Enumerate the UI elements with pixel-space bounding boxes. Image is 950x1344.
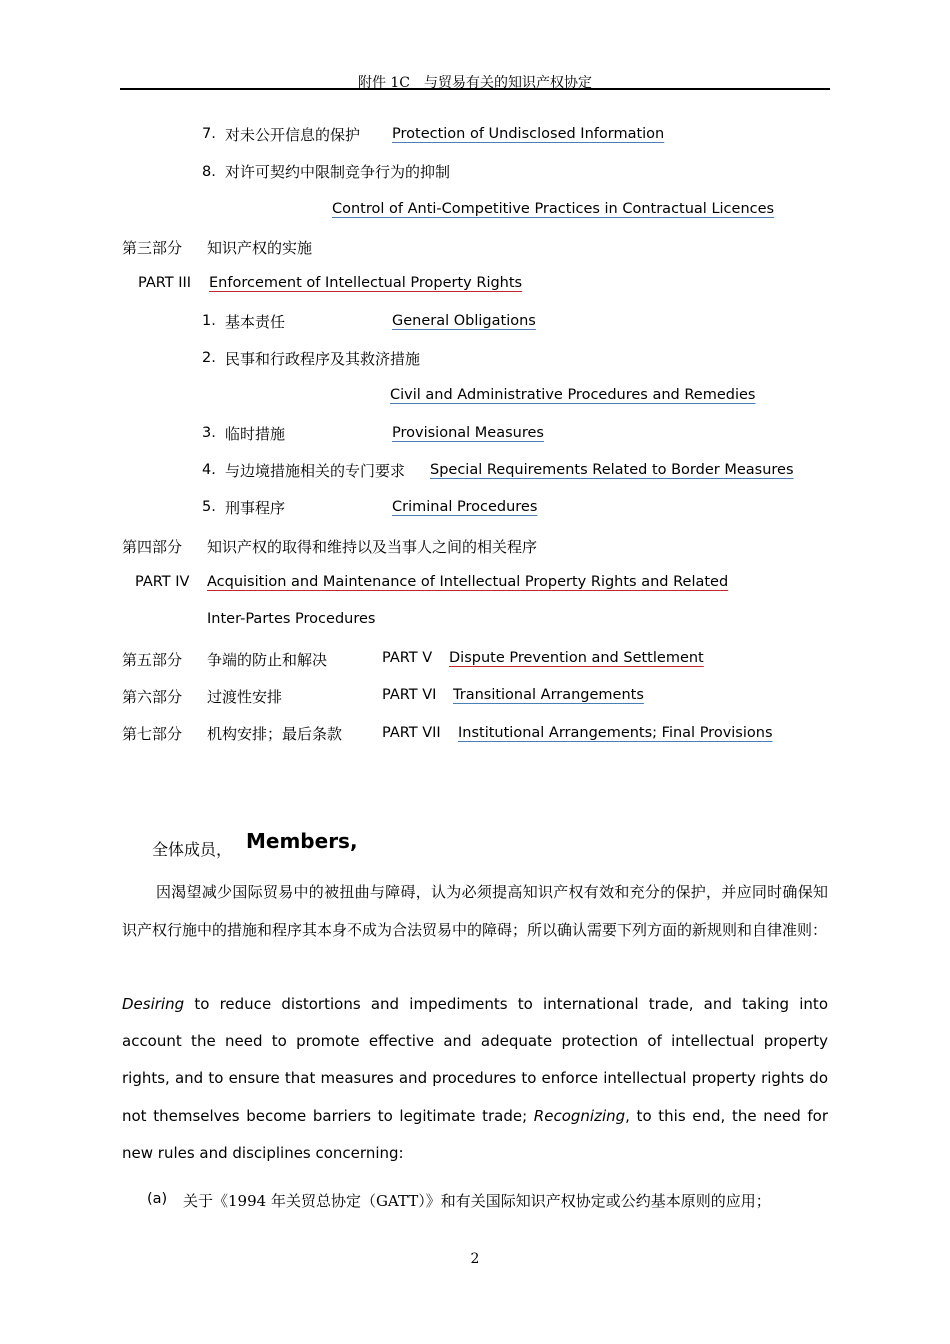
toc-item8-en[interactable]: Control of Anti-Competitive Practices in Contractual Licences: [332, 201, 775, 217]
part3-en-number: PART III: [138, 275, 192, 291]
part3-item5-number: 5.: [202, 499, 216, 515]
part3-zh-number: 第三部分: [122, 239, 183, 257]
part5-zh-title: 争端的防止和解决: [207, 651, 328, 669]
part3-item3-number: 3.: [202, 425, 216, 441]
preamble-en: [122, 986, 828, 1172]
part4-en-number: PART IV: [135, 574, 190, 590]
part4-en-title-continued: Inter-Partes Procedures: [207, 611, 376, 627]
toc-item7-zh: 对未公开信息的保护: [225, 126, 361, 144]
part7-en-title[interactable]: Institutional Arrangements; Final Provisions: [458, 725, 773, 741]
part3-item4-en[interactable]: Special Requirements Related to Border Measures: [430, 462, 794, 478]
part5-en-title[interactable]: Dispute Prevention and Settlement: [449, 650, 704, 666]
page-header-title: 附件 1C 与贸易有关的知识产权协定: [357, 75, 593, 91]
part3-item4-zh: 与边境措施相关的专门要求: [225, 462, 406, 480]
part6-zh-title: 过渡性安排: [207, 688, 283, 706]
part4-zh-title: 知识产权的取得和维持以及当事人之间的相关程序: [207, 538, 538, 556]
part3-item2-en[interactable]: Civil and Administrative Procedures and Remedies: [390, 387, 756, 403]
toc-item7-number: 7.: [202, 126, 216, 142]
part3-item5-en[interactable]: Criminal Procedures: [392, 499, 538, 515]
members-en: Members,: [246, 829, 358, 853]
part3-item2-zh: 民事和行政程序及其救济措施: [225, 350, 421, 368]
part3-item1-en[interactable]: General Obligations: [392, 313, 536, 329]
part3-en-title[interactable]: Enforcement of Intellectual Property Rights: [209, 275, 523, 291]
part6-zh-number: 第六部分: [122, 688, 183, 706]
part4-en-title[interactable]: Acquisition and Maintenance of Intellectual Property Rights and Related: [207, 574, 729, 590]
part3-item3-en[interactable]: Provisional Measures: [392, 425, 544, 441]
part6-en-number: PART VI: [382, 687, 437, 703]
toc-item7-en[interactable]: Protection of Undisclosed Information: [392, 126, 665, 142]
item-a-text: 关于《1994 年关贸总协定（GATT）》和有关国际知识产权协定或公约基本原则的应用；: [183, 1192, 771, 1210]
part6-en-title[interactable]: Transitional Arrangements: [453, 687, 644, 703]
part7-zh-title: 机构安排；最后条款: [207, 725, 343, 743]
item-a-label: (a): [147, 1191, 168, 1207]
part3-item2-number: 2.: [202, 350, 216, 366]
part5-zh-number: 第五部分: [122, 651, 183, 669]
toc-item8-number: 8.: [202, 164, 216, 180]
part3-zh-title: 知识产权的实施: [207, 239, 313, 257]
toc-item8-zh: 对许可契约中限制竞争行为的抑制: [225, 163, 451, 181]
part5-en-number: PART V: [382, 650, 433, 666]
preamble-zh: 因渴望减少国际贸易中的被扭曲与障碍，认为必须提高知识产权有效和充分的保护，并应同时确保知识产权行施中的措施和程序其本身不成为合法贸易中的障碍；所以确认需要下列方面的新规则和自律准则：: [122, 883, 828, 939]
part3-item1-number: 1.: [202, 313, 216, 329]
part7-zh-number: 第七部分: [122, 725, 183, 743]
preamble-en-part2: , to this end, the need for new rules and disciplines concerning:: [122, 1106, 828, 1162]
part3-item4-number: 4.: [202, 462, 216, 478]
part3-item1-zh: 基本责任: [225, 313, 286, 331]
preamble-en-part1: to reduce distortions and impediments to international trade, and taking into account the need to promote effective and adequate protection of intellectual property rights, and to ensure that measures and procedures to enforce intellectual property rights do not themselves become barriers to legitimate trade;: [122, 995, 828, 1125]
part3-item5-zh: 刑事程序: [225, 499, 286, 517]
preamble-desiring: Desiring: [122, 995, 185, 1013]
part4-zh-number: 第四部分: [122, 538, 183, 556]
header-rule: [120, 88, 830, 90]
members-zh: 全体成员，: [152, 840, 233, 859]
page-number: 2: [470, 1251, 480, 1267]
part3-item3-zh: 临时措施: [225, 425, 286, 443]
part7-en-number: PART VII: [382, 725, 441, 741]
preamble-recognizing: Recognizing: [533, 1106, 626, 1125]
